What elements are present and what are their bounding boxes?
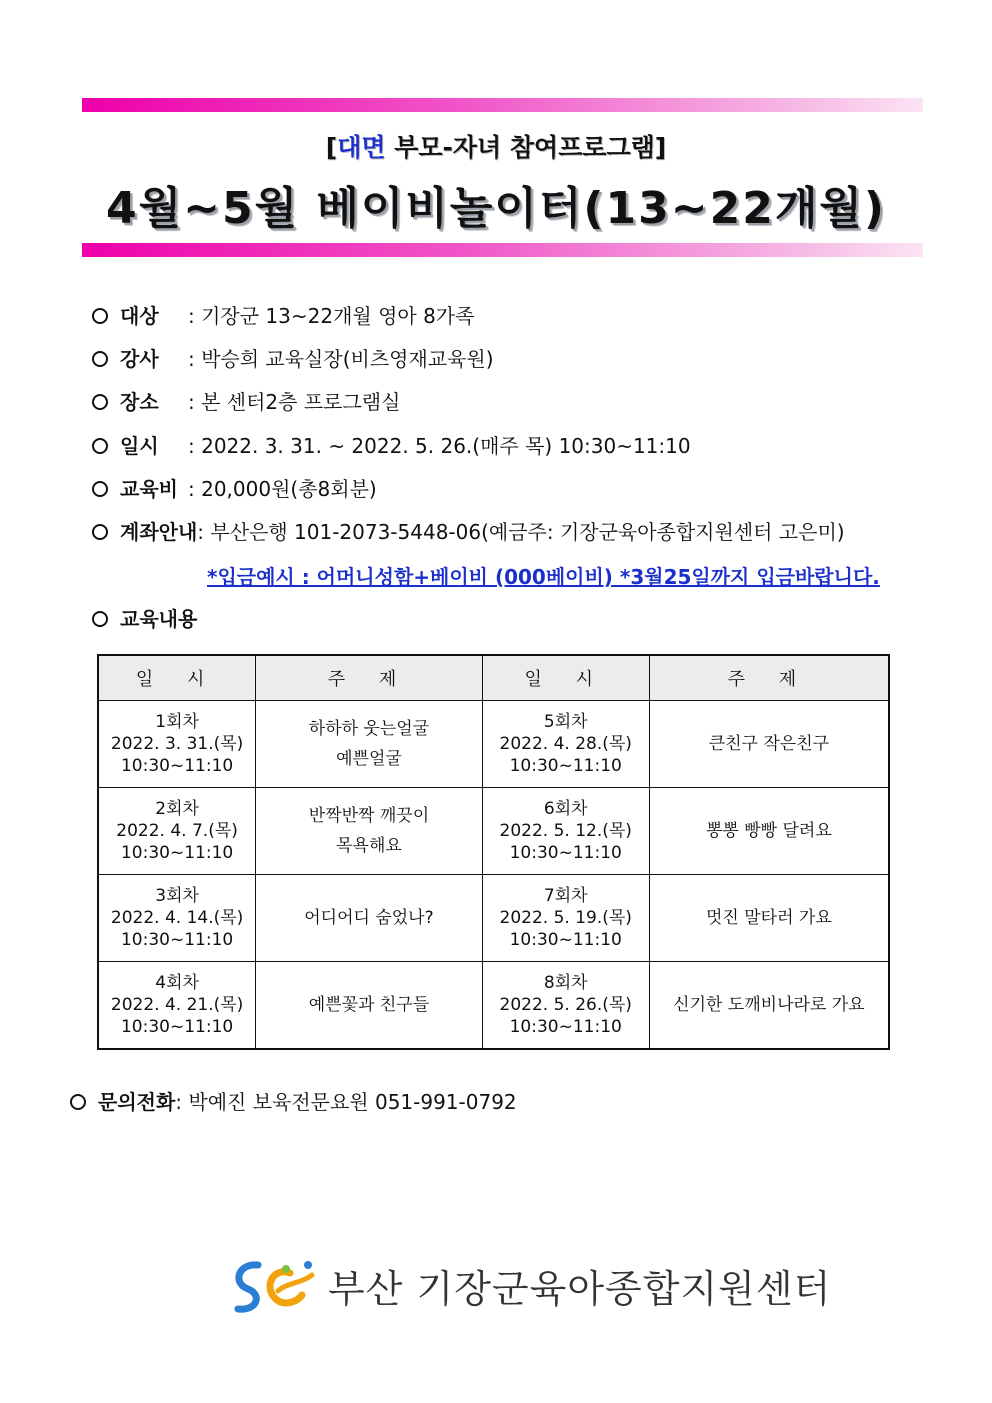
schedule-table xyxy=(97,654,890,1050)
org-logo xyxy=(228,1255,831,1315)
bullet-icon xyxy=(92,438,108,454)
topic-cell: 신기한 도깨비나라로 가요 xyxy=(649,962,889,1050)
table-row xyxy=(98,875,889,962)
program-subtitle: [대면 부모-자녀 참여프로그램] xyxy=(325,133,667,162)
table-header: 주 제 xyxy=(649,655,889,701)
header-bar-bottom xyxy=(82,243,923,257)
deposit-note: *입금예시 : 어머니성함+베이비 (000베이비) *3월25일까지 입금바랍니다. xyxy=(207,565,880,589)
table-header: 주 제 xyxy=(256,655,482,701)
info-value: : 기장군 13~22개월 영아 8가족 xyxy=(188,304,475,328)
contact-label: 문의전화 xyxy=(98,1090,176,1114)
table-header: 일 시 xyxy=(98,655,256,701)
session-cell: 8회차 2022. 5. 26.(목) 10:30~11:10 xyxy=(482,962,649,1050)
info-label: 계좌안내 xyxy=(120,520,198,544)
info-account xyxy=(92,516,845,545)
bullet-icon xyxy=(92,351,108,367)
subtitle-highlight: 대면 xyxy=(337,133,386,162)
session-cell: 4회차 2022. 4. 21.(목) 10:30~11:10 xyxy=(98,962,256,1050)
session-cell: 7회차 2022. 5. 19.(목) 10:30~11:10 xyxy=(482,875,649,962)
page-title: 4월~5월 베이비놀이터(13~22개월) xyxy=(105,183,886,234)
topic-cell: 하하하 웃는얼굴 예쁜얼굴 xyxy=(256,701,482,788)
session-cell: 1회차 2022. 3. 31.(목) 10:30~11:10 xyxy=(98,701,256,788)
info-place xyxy=(92,386,400,415)
info-label: 교육내용 xyxy=(120,607,198,631)
info-label: 강사 xyxy=(120,347,159,371)
info-label: 교육비 xyxy=(120,477,178,501)
topic-cell: 뽕뽕 빵빵 달려요 xyxy=(649,788,889,875)
header-bar-top xyxy=(82,98,923,112)
info-value: : 본 센터2층 프로그램실 xyxy=(188,390,401,414)
org-logo-icon xyxy=(228,1255,318,1315)
bullet-icon xyxy=(70,1094,86,1110)
table-header: 일 시 xyxy=(482,655,649,701)
info-label: 대상 xyxy=(120,304,159,328)
info-label: 일시 xyxy=(120,434,159,458)
topic-cell: 예쁜꽃과 친구들 xyxy=(256,962,482,1050)
session-cell: 5회차 2022. 4. 28.(목) 10:30~11:10 xyxy=(482,701,649,788)
bullet-icon xyxy=(92,524,108,540)
table-row xyxy=(98,701,889,788)
info-target xyxy=(92,300,474,329)
info-label: 장소 xyxy=(120,390,159,414)
session-cell: 3회차 2022. 4. 14.(목) 10:30~11:10 xyxy=(98,875,256,962)
info-value: : 부산은행 101-2073-5448-06(예금주: 기장군육아종합지원센터 고은미) xyxy=(197,520,845,544)
org-name: 부산 기장군육아종합지원센터 xyxy=(328,1266,832,1311)
contact-info xyxy=(70,1086,517,1115)
info-fee xyxy=(92,473,377,502)
topic-cell: 멋진 말타러 가요 xyxy=(649,875,889,962)
session-cell: 2회차 2022. 4. 7.(목) 10:30~11:10 xyxy=(98,788,256,875)
info-date xyxy=(92,430,691,459)
info-content-heading xyxy=(92,603,197,632)
info-value: : 박승희 교육실장(비츠영재교육원) xyxy=(188,347,494,371)
bullet-icon xyxy=(92,308,108,324)
session-cell: 6회차 2022. 5. 12.(목) 10:30~11:10 xyxy=(482,788,649,875)
topic-cell: 반짝반짝 깨끗이 목욕해요 xyxy=(256,788,482,875)
contact-value: : 박예진 보육전문요원 051-991-0792 xyxy=(175,1090,517,1114)
info-value: : 2022. 3. 31. ~ 2022. 5. 26.(매주 목) 10:30~11:10 xyxy=(188,434,691,458)
info-value: : 20,000원(총8회분) xyxy=(188,477,377,501)
info-instructor xyxy=(92,343,494,372)
table-row xyxy=(98,788,889,875)
table-row xyxy=(98,962,889,1050)
table-header-row xyxy=(98,655,889,701)
topic-cell: 어디어디 숨었나? xyxy=(256,875,482,962)
bullet-icon xyxy=(92,481,108,497)
topic-cell: 큰친구 작은친구 xyxy=(649,701,889,788)
bullet-icon xyxy=(92,611,108,627)
bullet-icon xyxy=(92,394,108,410)
